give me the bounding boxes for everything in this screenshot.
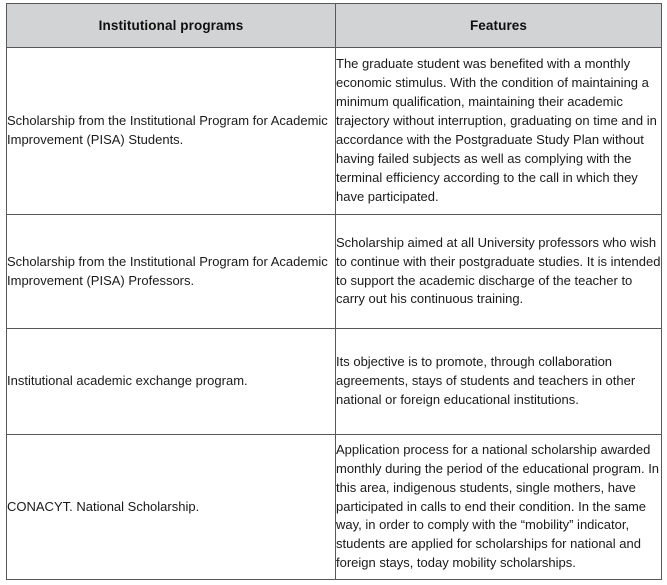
features-text: The graduate student was benefited with a monthly economic stimulus. With the condition of maintaining a minimum qualification, maintaining their academic trajectory without interruption, graduating on time and in accordance with the Postgraduate Study Plan without having failed subjects as well as complying with the terminal efficiency according to the call in which they have participated. xyxy=(336,56,657,204)
table-header-row xyxy=(7,4,662,48)
column-header-features: Features xyxy=(336,4,662,48)
cell-features xyxy=(336,329,662,435)
column-header-institutional-programs: Institutional programs xyxy=(7,4,336,48)
features-text: Application process for a national scholarship awarded monthly during the period of the educational program. In this area, indigenous students, single mothers, have participated in calls to end their condition. In the same way, in order to comply with the “mobility” indicator, students are applied for scholarships for national and foreign stays, today mobility scholarships. xyxy=(336,441,660,571)
program-text: CONACYT. National Scholarship. xyxy=(7,498,200,514)
institutional-programs-table xyxy=(6,3,662,580)
table-header xyxy=(7,4,662,48)
program-text: Scholarship from the Institutional Program for Academic Improvement (PISA) Professors. xyxy=(7,253,328,288)
features-text: Scholarship aimed at all University professors who wish to continue with their postgraduate studies. It is intended to support the academic discharge of the teacher to carry out his continuous training. xyxy=(336,234,661,307)
program-text: Scholarship from the Institutional Program for Academic Improvement (PISA) Students. xyxy=(7,113,328,147)
table-body xyxy=(7,48,662,580)
table-row xyxy=(7,215,662,329)
cell-program xyxy=(7,48,336,215)
cell-features xyxy=(336,435,662,580)
table-row xyxy=(7,329,662,435)
table-row xyxy=(7,48,662,215)
program-text: Institutional academic exchange program. xyxy=(7,373,248,389)
cell-program xyxy=(7,435,336,580)
features-text: Its objective is to promote, through collaboration agreements, stays of students and teachers in other national or foreign educational institutions. xyxy=(336,354,636,407)
cell-program xyxy=(7,329,336,435)
cell-features xyxy=(336,48,662,215)
programs-table-container xyxy=(6,3,661,579)
cell-program xyxy=(7,215,336,329)
cell-features xyxy=(336,215,662,329)
table-row xyxy=(7,435,662,580)
